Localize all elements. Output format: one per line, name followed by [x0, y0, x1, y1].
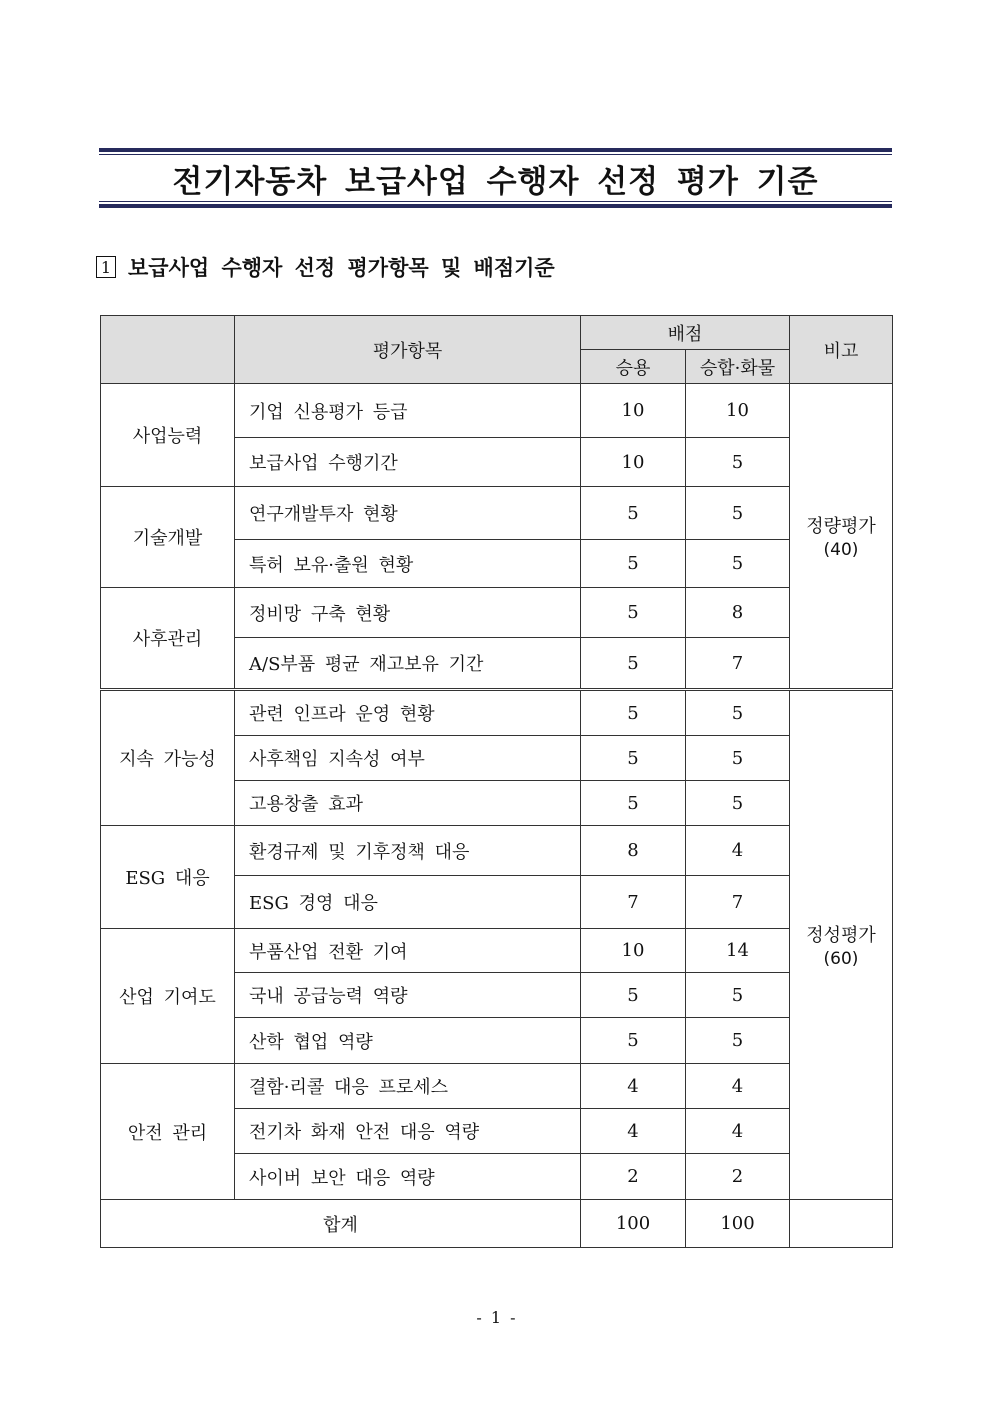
table-row: [101, 384, 893, 438]
item-cell: 결함·리콜 대응 프로세스: [235, 1064, 581, 1109]
item-cell: A/S부품 평균 재고보유 기간: [235, 638, 581, 690]
header-row: [101, 316, 893, 350]
quantitative-points: (40): [823, 540, 859, 560]
qualitative-points: (60): [823, 949, 859, 969]
van-truck-score: 10: [686, 384, 790, 438]
category-cell: 사후관리: [101, 588, 235, 690]
category-cell: 사업능력: [101, 384, 235, 487]
item-cell: 사이버 보안 대응 역량: [235, 1154, 581, 1200]
item-cell: 연구개발투자 현황: [235, 487, 581, 540]
header-passenger: 승용: [581, 350, 686, 384]
van-truck-score: 5: [686, 487, 790, 540]
passenger-score: 5: [581, 588, 686, 638]
passenger-score: 4: [581, 1109, 686, 1154]
passenger-score: 5: [581, 638, 686, 690]
item-cell: 보급사업 수행기간: [235, 438, 581, 487]
category-cell: 기술개발: [101, 487, 235, 588]
item-cell: 정비망 구축 현황: [235, 588, 581, 638]
document-title: 전기자동차 보급사업 수행자 선정 평가 기준: [172, 163, 819, 200]
header-category: [101, 316, 235, 384]
passenger-score: 7: [581, 876, 686, 929]
total-van-truck: 100: [686, 1200, 790, 1248]
passenger-score: 4: [581, 1064, 686, 1109]
category-cell: 지속 가능성: [101, 690, 235, 826]
item-cell: 부품산업 전환 기여: [235, 929, 581, 973]
item-cell: 관련 인프라 운영 현황: [235, 690, 581, 736]
quantitative-label: 정량평가: [806, 516, 876, 537]
passenger-score: 5: [581, 973, 686, 1018]
total-note: [790, 1200, 893, 1248]
item-cell: 특허 보유·출원 현황: [235, 540, 581, 588]
passenger-score: 10: [581, 384, 686, 438]
van-truck-score: 5: [686, 781, 790, 826]
section-heading: [96, 252, 555, 282]
item-cell: 사후책임 지속성 여부: [235, 736, 581, 781]
passenger-score: 5: [581, 1018, 686, 1064]
van-truck-score: 7: [686, 876, 790, 929]
category-cell: ESG 대응: [101, 826, 235, 929]
note-qualitative: [790, 690, 893, 1200]
table-row: [101, 588, 893, 638]
qualitative-label: 정성평가: [806, 925, 876, 946]
van-truck-score: 4: [686, 1109, 790, 1154]
passenger-score: 10: [581, 929, 686, 973]
van-truck-score: 2: [686, 1154, 790, 1200]
total-label: 합계: [101, 1200, 581, 1248]
table-row: [101, 690, 893, 736]
total-passenger: 100: [581, 1200, 686, 1248]
van-truck-score: 4: [686, 1064, 790, 1109]
passenger-score: 5: [581, 781, 686, 826]
header-item: 평가항목: [235, 316, 581, 384]
van-truck-score: 5: [686, 736, 790, 781]
total-row: [101, 1200, 893, 1248]
title-box: [99, 148, 892, 208]
van-truck-score: 5: [686, 438, 790, 487]
passenger-score: 2: [581, 1154, 686, 1200]
van-truck-score: 14: [686, 929, 790, 973]
van-truck-score: 5: [686, 540, 790, 588]
van-truck-score: 8: [686, 588, 790, 638]
section-number: 1: [96, 256, 116, 278]
item-cell: 환경규제 및 기후정책 대응: [235, 826, 581, 876]
page-number: - 1 -: [476, 1308, 516, 1327]
table-row: [101, 929, 893, 973]
passenger-score: 8: [581, 826, 686, 876]
item-cell: 전기차 화재 안전 대응 역량: [235, 1109, 581, 1154]
item-cell: 산학 협업 역량: [235, 1018, 581, 1064]
header-score: 배점: [581, 316, 790, 350]
evaluation-table: [100, 315, 893, 1248]
table-row: [101, 826, 893, 876]
van-truck-score: 4: [686, 826, 790, 876]
category-cell: 안전 관리: [101, 1064, 235, 1200]
van-truck-score: 5: [686, 690, 790, 736]
passenger-score: 10: [581, 438, 686, 487]
header-note: 비고: [790, 316, 893, 384]
section-title: 보급사업 수행자 선정 평가항목 및 배점기준: [128, 255, 555, 280]
item-cell: 기업 신용평가 등급: [235, 384, 581, 438]
passenger-score: 5: [581, 540, 686, 588]
note-quantitative: [790, 384, 893, 690]
passenger-score: 5: [581, 736, 686, 781]
header-van-truck: 승합·화물: [686, 350, 790, 384]
table-row: [101, 487, 893, 540]
item-cell: 고용창출 효과: [235, 781, 581, 826]
van-truck-score: 7: [686, 638, 790, 690]
table-row: [101, 1064, 893, 1109]
van-truck-score: 5: [686, 973, 790, 1018]
category-cell: 산업 기여도: [101, 929, 235, 1064]
passenger-score: 5: [581, 487, 686, 540]
item-cell: ESG 경영 대응: [235, 876, 581, 929]
passenger-score: 5: [581, 690, 686, 736]
item-cell: 국내 공급능력 역량: [235, 973, 581, 1018]
van-truck-score: 5: [686, 1018, 790, 1064]
